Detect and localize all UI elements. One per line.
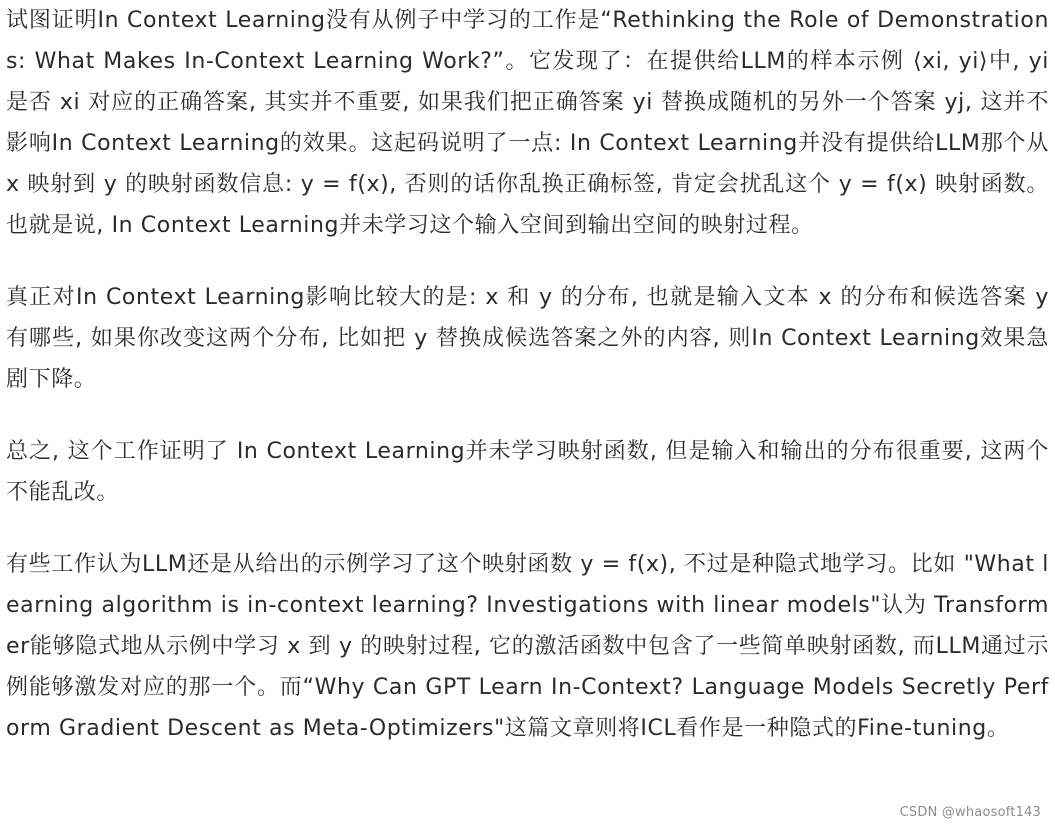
paragraph-input-output-distribution: 真正对In Context Learning影响比较大的是: x 和 y 的分布, 也就是输入文本 x 的分布和候选答案 y 有哪些, 如果你改变这两个分布, 比如把 y 替换成候选答案之外的内容, 则In Context Learning效果急剧下降。 xyxy=(6,285,1049,392)
paragraph-implicit-learning: 有些工作认为LLM还是从给出的示例学习了这个映射函数 y = f(x), 不过是种隐式地学习。比如 "What learning algorithm is in-context learning? Investigations with linear models"认为 Transformer能够隐式地从示例中学习 x 到 y 的映射过程, 它的激活函数中包含了一些简单映射函数, 而LLM通过示例能够激发对应的那一个。而“Why Can GPT Learn In-Context? Language Models Secretly Perform Gradient Descent as Meta-Optimizers"这篇文章则将ICL看作是一种隐式的Fine-tuning。 xyxy=(6,552,1049,741)
paragraph-summary: 总之, 这个工作证明了 In Context Learning并未学习映射函数, 但是输入和输出的分布很重要, 这两个不能乱改。 xyxy=(6,439,1049,505)
article-body xyxy=(6,0,1049,749)
csdn-watermark: CSDN @whaosoft143 xyxy=(899,805,1041,820)
paragraph-rethinking-demonstrations: 试图证明In Context Learning没有从例子中学习的工作是“Rethinking the Role of Demonstrations: What Makes In-Context Learning Work?”。它发现了：在提供给LLM的样本示例 ⟨xi, yi⟩中, yi 是否 xi 对应的正确答案, 其实并不重要, 如果我们把正确答案 yi 替换成随机的另外一个答案 yj, 这并不影响In Context Learning的效果。这起码说明了一点: In Context Learning并没有提供给LLM那个从 x 映射到 y 的映射函数信息: y = f(x), 否则的话你乱换正确标签, 肯定会扰乱这个 y = f(x) 映射函数。也就是说, In Context Learning并未学习这个输入空间到输出空间的映射过程。 xyxy=(6,8,1049,238)
